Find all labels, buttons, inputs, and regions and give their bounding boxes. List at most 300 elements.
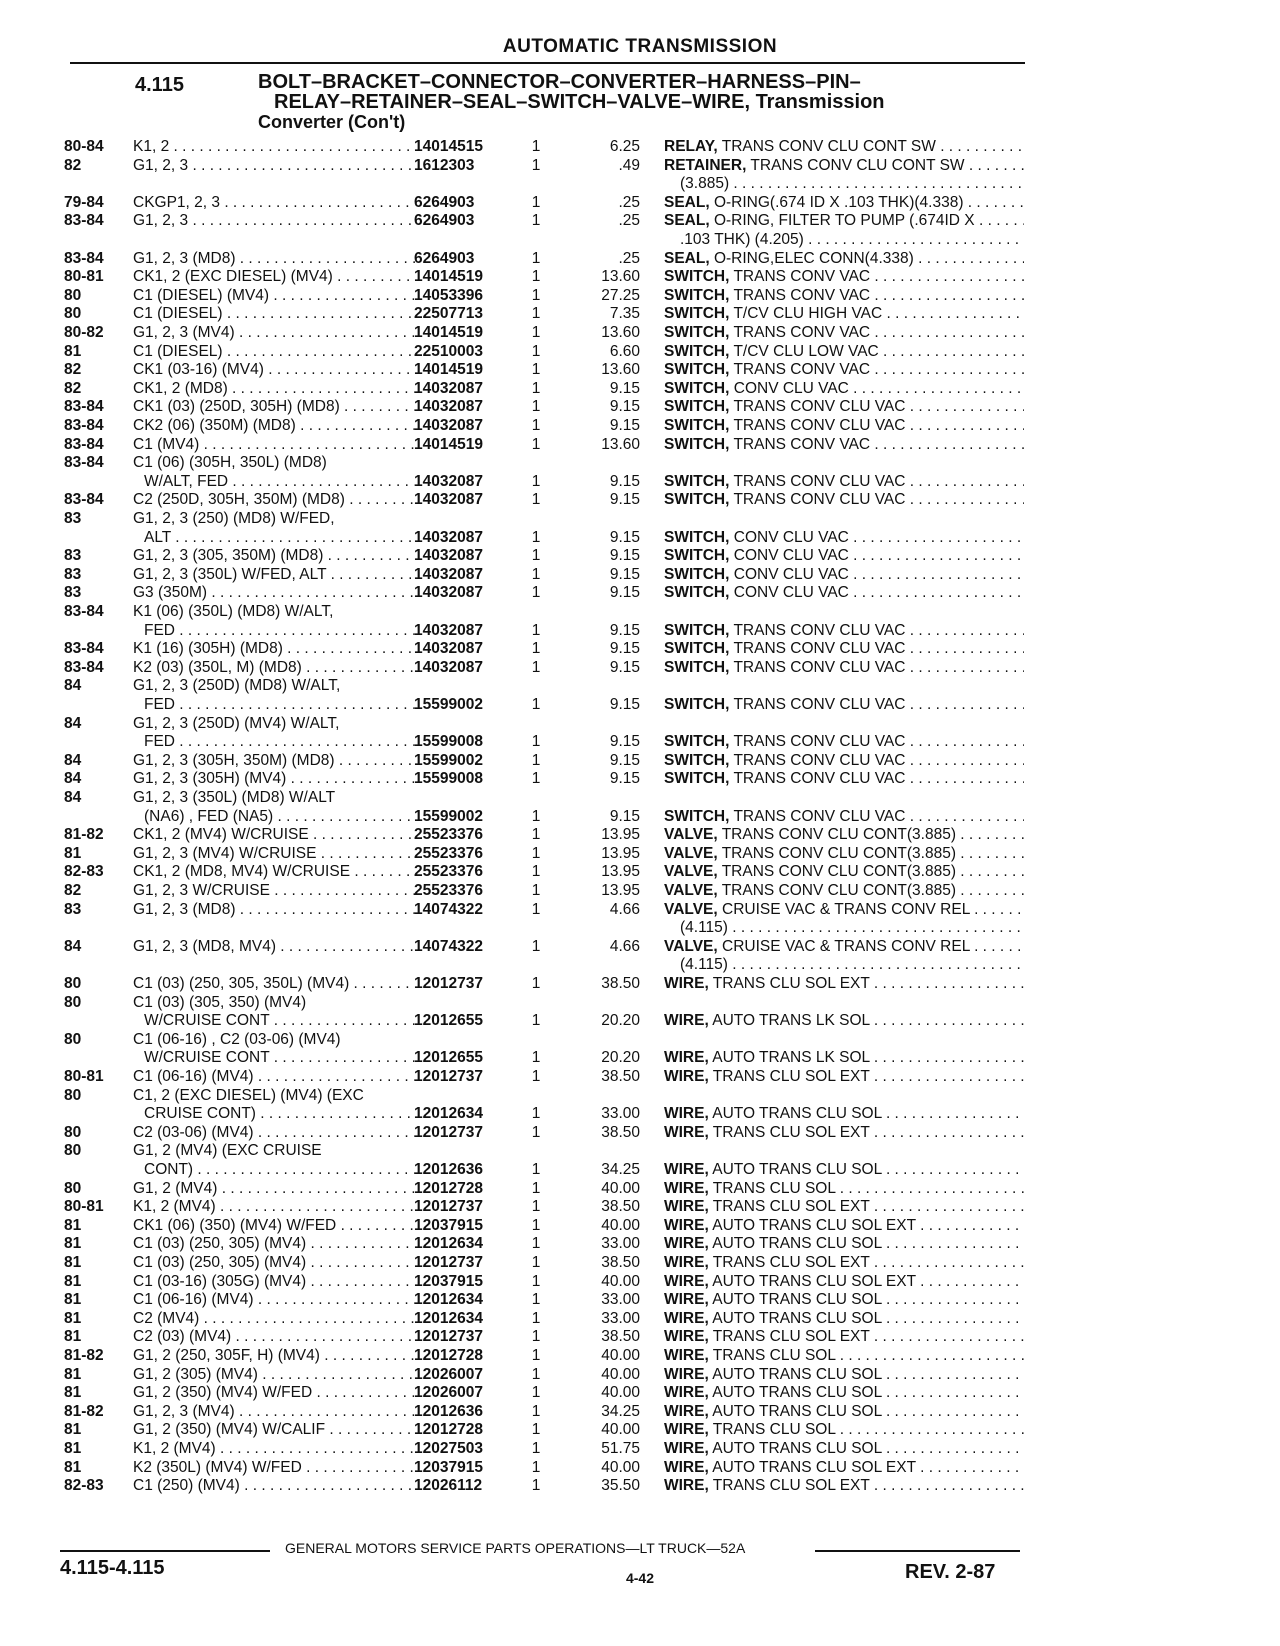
part-name-continuation-row <box>0 956 1280 974</box>
application-desc: CK1 (03-16) (MV4) . . . <box>133 361 415 379</box>
application-desc-cont: W/ALT, FED . . . <box>144 473 415 491</box>
application-desc: G1, 2, 3 (305H, 350M) (MD8) . . . <box>133 752 415 770</box>
quantity: 1 <box>531 1347 541 1364</box>
table-row <box>0 1273 1280 1291</box>
quantity: 1 <box>531 472 541 490</box>
price: 9.15 <box>609 807 640 825</box>
part-noun: SWITCH, <box>664 696 730 713</box>
table-row-continuation <box>0 733 1280 751</box>
part-number: 14032087 <box>414 491 483 509</box>
part-number: 12012636 <box>414 1161 483 1178</box>
part-noun: SWITCH, <box>664 379 730 397</box>
application-desc-cont: FED . . . <box>144 733 415 751</box>
application-desc: G1, 2, 3 (MV4) . . . <box>133 324 415 342</box>
model-year: 82-83 <box>64 1477 104 1495</box>
table-row <box>0 677 1280 695</box>
footer-rule-right-segment <box>815 1550 1020 1552</box>
model-year: 80 <box>64 1179 82 1197</box>
model-year: 81 <box>64 342 82 360</box>
part-noun: SEAL, <box>664 212 710 230</box>
quantity: 1 <box>531 882 541 899</box>
price: 27.25 <box>601 286 640 304</box>
table-row-continuation <box>0 529 1280 547</box>
part-name: SWITCH, TRANS CONV CLU VAC . . . <box>664 752 1024 770</box>
table-row <box>0 1180 1280 1198</box>
application-desc: CK1, 2 (MV4) W/CRUISE . . . <box>133 826 415 844</box>
price: 9.15 <box>609 751 640 769</box>
application-desc: G1, 2, 3 (250D) (MV4) W/ALT, <box>133 714 340 732</box>
quantity: 1 <box>531 435 541 453</box>
part-noun: WIRE, <box>664 1012 709 1030</box>
header-rule <box>70 62 1025 64</box>
table-row <box>0 1235 1280 1253</box>
application-desc: C1 (DIESEL) . . . <box>133 343 415 361</box>
part-number: 14032087 <box>414 547 483 565</box>
part-number: 12012634 <box>414 1309 483 1327</box>
part-name: SWITCH, T/CV CLU LOW VAC . . . <box>664 343 1024 361</box>
part-number: 15599008 <box>414 770 483 788</box>
price: 40.00 <box>601 1347 640 1364</box>
table-row <box>0 640 1280 658</box>
part-name: WIRE, AUTO TRANS CLU SOL . . . <box>664 1384 1024 1402</box>
application-desc-cont: W/CRUISE CONT . . . <box>144 1049 415 1067</box>
table-row <box>0 194 1280 212</box>
part-name: WIRE, TRANS CLU SOL EXT . . . <box>664 1477 1024 1495</box>
part-name: WIRE, AUTO TRANS CLU SOL . . . <box>664 1291 1024 1309</box>
application-desc: C1 (06-16) , C2 (03-06) (MV4) <box>133 1030 341 1048</box>
quantity: 1 <box>531 770 541 788</box>
part-name: RELAY, TRANS CONV CLU CONT SW . . . <box>664 138 1024 156</box>
application-desc: C1 (03) (250, 305) (MV4) . . . <box>133 1235 415 1253</box>
table-row <box>0 1124 1280 1142</box>
model-year: 83-84 <box>64 417 104 434</box>
part-name: RETAINER, TRANS CONV CLU CONT SW . . . <box>664 157 1024 175</box>
part-name: WIRE, TRANS CLU SOL EXT . . . <box>664 1328 1024 1346</box>
price: 4.66 <box>609 900 640 918</box>
part-noun: WIRE, <box>664 1440 709 1457</box>
part-noun: SWITCH, <box>664 361 730 379</box>
application-desc: G3 (350M) . . . <box>133 584 415 602</box>
price: 9.15 <box>609 398 640 416</box>
quantity: 1 <box>531 305 541 323</box>
quantity: 1 <box>531 268 541 286</box>
table-row-continuation <box>0 622 1280 640</box>
part-noun: WIRE, <box>664 1477 709 1495</box>
part-noun: WIRE, <box>664 1235 709 1253</box>
part-noun: WIRE, <box>664 1309 709 1327</box>
quantity: 1 <box>531 826 541 844</box>
price: 9.15 <box>609 491 640 509</box>
price: 9.15 <box>609 621 640 639</box>
price: 20.20 <box>601 1012 640 1030</box>
model-year: 80-81 <box>64 1068 104 1085</box>
application-desc: C1 (03) (250, 305, 350L) (MV4) . . . <box>133 975 415 993</box>
part-number: 12012634 <box>414 1235 483 1253</box>
part-number: 22507713 <box>414 305 483 323</box>
price: 40.00 <box>601 1272 640 1290</box>
quantity: 1 <box>531 193 541 211</box>
price: 9.15 <box>609 640 640 658</box>
application-desc: G1, 2 (MV4) . . . <box>133 1180 415 1198</box>
model-year: 81 <box>64 1291 82 1309</box>
model-year: 80 <box>64 1030 82 1048</box>
part-number: 14032087 <box>414 417 483 434</box>
part-noun: SWITCH, <box>664 342 730 360</box>
quantity: 1 <box>531 1384 541 1402</box>
model-year: 80 <box>64 305 82 323</box>
application-desc: G1, 2, 3 (MD8) . . . <box>133 901 415 919</box>
table-row <box>0 436 1280 454</box>
table-row <box>0 975 1280 993</box>
model-year: 83-84 <box>64 603 104 620</box>
price: 13.95 <box>601 844 640 862</box>
model-year: 83 <box>64 510 82 527</box>
part-name-continuation-row <box>0 175 1280 193</box>
model-year: 84 <box>64 937 82 955</box>
quantity: 1 <box>531 807 541 825</box>
quantity: 1 <box>531 1216 541 1234</box>
quantity: 1 <box>531 212 541 230</box>
table-row-continuation <box>0 696 1280 714</box>
quantity: 1 <box>531 324 541 341</box>
quantity: 1 <box>531 1477 541 1495</box>
quantity: 1 <box>531 1198 541 1216</box>
price: .25 <box>618 193 640 211</box>
table-row <box>0 398 1280 416</box>
quantity: 1 <box>531 1365 541 1383</box>
price: .25 <box>618 212 640 230</box>
quantity: 1 <box>531 1421 541 1439</box>
part-noun: RETAINER, <box>664 156 747 174</box>
part-name: WIRE, AUTO TRANS LK SOL . . . <box>664 1049 1024 1067</box>
application-desc: G1, 2 (350) (MV4) W/CALIF . . . <box>133 1421 415 1439</box>
table-row-continuation <box>0 473 1280 491</box>
price: 40.00 <box>601 1365 640 1383</box>
table-row <box>0 901 1280 919</box>
table-row <box>0 547 1280 565</box>
part-name: SWITCH, CONV CLU VAC . . . <box>664 547 1024 565</box>
footer-publisher: GENERAL MOTORS SERVICE PARTS OPERATIONS—LT TRUCK—52A <box>285 1540 746 1556</box>
quantity: 1 <box>531 286 541 304</box>
part-noun: SWITCH, <box>664 472 730 490</box>
part-number: 14032087 <box>414 472 483 490</box>
price: 9.15 <box>609 733 640 751</box>
quantity: 1 <box>531 1161 541 1178</box>
application-desc: CKGP1, 2, 3 . . . <box>133 194 415 212</box>
part-noun: SWITCH, <box>664 528 730 546</box>
part-noun: WIRE, <box>664 1198 709 1216</box>
table-row <box>0 1477 1280 1495</box>
application-desc-cont: (NA6) , FED (NA5) . . . <box>144 808 415 826</box>
part-name: SWITCH, TRANS CONV CLU VAC . . . <box>664 622 1024 640</box>
part-noun: SWITCH, <box>664 324 730 341</box>
part-noun: SWITCH, <box>664 621 730 639</box>
part-number: 6264903 <box>414 193 475 211</box>
part-number: 12012636 <box>414 1402 483 1420</box>
part-name: WIRE, TRANS CLU SOL EXT . . . <box>664 1198 1024 1216</box>
application-desc: G1, 2, 3 (MV4) . . . <box>133 1403 415 1421</box>
table-row <box>0 1142 1280 1160</box>
part-number: 12026007 <box>414 1365 483 1383</box>
table-row <box>0 454 1280 472</box>
part-name: WIRE, TRANS CLU SOL . . . <box>664 1180 1024 1198</box>
price: 40.00 <box>601 1179 640 1197</box>
part-noun: WIRE, <box>664 1254 709 1271</box>
part-noun: SEAL, <box>664 249 710 267</box>
application-desc: G1, 2, 3 . . . <box>133 212 415 230</box>
table-row <box>0 566 1280 584</box>
part-noun: VALVE, <box>664 826 718 844</box>
price: 9.15 <box>609 379 640 397</box>
part-number: 12012655 <box>414 1012 483 1030</box>
price: 9.15 <box>609 547 640 565</box>
table-row <box>0 659 1280 677</box>
part-number: 14074322 <box>414 937 483 955</box>
application-desc-cont: ALT . . . <box>144 529 415 547</box>
quantity: 1 <box>531 1179 541 1197</box>
part-name: SWITCH, TRANS CONV CLU VAC . . . <box>664 808 1024 826</box>
price: 13.60 <box>601 324 640 341</box>
part-name: SWITCH, CONV CLU VAC . . . <box>664 529 1024 547</box>
quantity: 1 <box>531 1012 541 1030</box>
part-noun: WIRE, <box>664 1216 709 1234</box>
price: 9.15 <box>609 770 640 788</box>
quantity: 1 <box>531 565 541 583</box>
quantity: 1 <box>531 1105 541 1123</box>
part-name: WIRE, AUTO TRANS CLU SOL EXT . . . <box>664 1273 1024 1291</box>
quantity: 1 <box>531 528 541 546</box>
price: 40.00 <box>601 1458 640 1476</box>
part-number: 12037915 <box>414 1216 483 1234</box>
price: 9.15 <box>609 696 640 713</box>
part-name: SWITCH, TRANS CONV CLU VAC . . . <box>664 491 1024 509</box>
part-noun: SWITCH, <box>664 547 730 565</box>
model-year: 81 <box>64 1254 82 1271</box>
table-row <box>0 1403 1280 1421</box>
model-year: 84 <box>64 770 82 788</box>
application-desc: C1 (06-16) (MV4) . . . <box>133 1068 415 1086</box>
quantity: 1 <box>531 1402 541 1420</box>
part-number: 12012737 <box>414 1123 483 1141</box>
quantity: 1 <box>531 1254 541 1271</box>
part-number: 14032087 <box>414 398 483 416</box>
table-row-continuation <box>0 1012 1280 1030</box>
table-row <box>0 510 1280 528</box>
part-name: SWITCH, TRANS CONV CLU VAC . . . <box>664 770 1024 788</box>
part-noun: WIRE, <box>664 1421 709 1439</box>
part-number: 14014519 <box>414 324 483 341</box>
part-number: 12027503 <box>414 1440 483 1457</box>
footer-page-number: 4-42 <box>625 1570 655 1586</box>
application-desc: C2 (03) (MV4) . . . <box>133 1328 415 1346</box>
application-desc: C1 (250) (MV4) . . . <box>133 1477 415 1495</box>
footer-revision: REV. 2-87 <box>905 1561 996 1583</box>
application-desc: CK1, 2 (MD8, MV4) W/CRUISE . . . <box>133 863 415 881</box>
table-row <box>0 417 1280 435</box>
price: 9.15 <box>609 565 640 583</box>
table-row <box>0 138 1280 156</box>
part-noun: WIRE, <box>664 1402 709 1420</box>
model-year: 82 <box>64 361 82 379</box>
part-number: 12037915 <box>414 1272 483 1290</box>
quantity: 1 <box>531 547 541 565</box>
part-name: WIRE, AUTO TRANS CLU SOL . . . <box>664 1235 1024 1253</box>
part-noun: SWITCH, <box>664 733 730 751</box>
application-desc-cont: CRUISE CONT) . . . <box>144 1105 415 1123</box>
part-name: SWITCH, TRANS CONV VAC . . . <box>664 268 1024 286</box>
price: 13.60 <box>601 361 640 379</box>
group-title-line3: Converter (Con't) <box>258 112 406 132</box>
part-number: 14014515 <box>414 138 483 155</box>
part-name: WIRE, AUTO TRANS CLU SOL . . . <box>664 1403 1024 1421</box>
part-name: SWITCH, TRANS CONV VAC . . . <box>664 436 1024 454</box>
table-row-continuation <box>0 1105 1280 1123</box>
price: 13.95 <box>601 826 640 844</box>
part-name-cont: .103 THK) (4.205) . . . <box>680 231 1024 249</box>
part-noun: VALVE, <box>664 882 718 899</box>
part-name: SWITCH, CONV CLU VAC . . . <box>664 380 1024 398</box>
section-heading: AUTOMATIC TRANSMISSION <box>502 36 778 57</box>
table-row <box>0 491 1280 509</box>
quantity: 1 <box>531 1309 541 1327</box>
part-number: 1612303 <box>414 156 475 174</box>
application-desc: G1, 2 (305) (MV4) . . . <box>133 1366 415 1384</box>
table-row <box>0 938 1280 956</box>
part-number: 12012728 <box>414 1347 483 1364</box>
part-noun: SWITCH, <box>664 584 730 602</box>
table-row <box>0 1068 1280 1086</box>
quantity: 1 <box>531 863 541 881</box>
group-title <box>258 72 885 132</box>
part-name: SWITCH, TRANS CONV CLU VAC . . . <box>664 473 1024 491</box>
part-number: 14074322 <box>414 900 483 918</box>
quantity: 1 <box>531 900 541 918</box>
table-row <box>0 1421 1280 1439</box>
part-number: 6264903 <box>414 249 475 267</box>
part-name: SWITCH, TRANS CONV CLU VAC . . . <box>664 733 1024 751</box>
table-row <box>0 1366 1280 1384</box>
part-name: SEAL, O-RING,ELEC CONN(4.338) . . . <box>664 250 1024 268</box>
application-desc: G1, 2 (250, 305F, H) (MV4) . . . <box>133 1347 415 1365</box>
application-desc-cont: W/CRUISE CONT . . . <box>144 1012 415 1030</box>
part-noun: WIRE, <box>664 1161 709 1178</box>
table-row <box>0 1440 1280 1458</box>
table-row <box>0 250 1280 268</box>
price: 13.60 <box>601 435 640 453</box>
quantity: 1 <box>531 751 541 769</box>
part-number: 12012737 <box>414 1068 483 1085</box>
part-noun: SWITCH, <box>664 286 730 304</box>
part-noun: WIRE, <box>664 1068 709 1085</box>
part-number: 15599002 <box>414 696 483 713</box>
application-desc: K1, 2 . . . <box>133 138 415 156</box>
model-year: 79-84 <box>64 193 104 211</box>
application-desc: CK1, 2 (EXC DIESEL) (MV4) . . . <box>133 268 415 286</box>
model-year: 81-82 <box>64 1347 104 1364</box>
application-desc: K2 (03) (350L, M) (MD8) . . . <box>133 659 415 677</box>
model-year: 80-81 <box>64 1198 104 1216</box>
footer-rule-left-segment <box>60 1550 270 1552</box>
model-year: 80-82 <box>64 324 104 341</box>
part-number: 25523376 <box>414 844 483 862</box>
part-number: 25523376 <box>414 882 483 899</box>
application-desc: G1, 2 (MV4) (EXC CRUISE <box>133 1142 322 1160</box>
part-name: WIRE, TRANS CLU SOL EXT . . . <box>664 1124 1024 1142</box>
quantity: 1 <box>531 398 541 416</box>
part-noun: SWITCH, <box>664 640 730 658</box>
quantity: 1 <box>531 491 541 509</box>
quantity: 1 <box>531 1123 541 1141</box>
application-desc: G1, 2, 3 (350L) (MD8) W/ALT <box>133 789 336 806</box>
application-desc: C1 (DIESEL) . . . <box>133 305 415 323</box>
model-year: 81 <box>64 844 82 862</box>
model-year: 81 <box>64 1272 82 1290</box>
price: 9.15 <box>609 584 640 602</box>
model-year: 81 <box>64 1458 82 1476</box>
part-noun: WIRE, <box>664 1049 709 1067</box>
price: 4.66 <box>609 937 640 955</box>
part-name: WIRE, TRANS CLU SOL EXT . . . <box>664 1068 1024 1086</box>
quantity: 1 <box>531 249 541 267</box>
application-desc-cont: CONT) . . . <box>144 1161 415 1179</box>
price: 38.50 <box>601 1068 640 1085</box>
part-number: 12012728 <box>414 1421 483 1439</box>
price: 9.15 <box>609 658 640 676</box>
model-year: 83 <box>64 900 82 918</box>
price: 34.25 <box>601 1161 640 1178</box>
quantity: 1 <box>531 1235 541 1253</box>
application-desc-cont: FED . . . <box>144 696 415 714</box>
model-year: 81 <box>64 1440 82 1457</box>
table-row <box>0 770 1280 788</box>
model-year: 83-84 <box>64 435 104 453</box>
model-year: 83-84 <box>64 640 104 658</box>
application-desc: G1, 2, 3 (MV4) W/CRUISE . . . <box>133 845 415 863</box>
price: .49 <box>618 156 640 174</box>
table-row <box>0 343 1280 361</box>
quantity: 1 <box>531 696 541 713</box>
part-noun: WIRE, <box>664 1384 709 1402</box>
part-number: 6264903 <box>414 212 475 230</box>
table-row-continuation <box>0 808 1280 826</box>
model-year: 84 <box>64 789 82 806</box>
part-name: SWITCH, T/CV CLU HIGH VAC . . . <box>664 305 1024 323</box>
part-noun: RELAY, <box>664 138 718 155</box>
application-desc: CK1 (03) (250D, 305H) (MD8) . . . <box>133 398 415 416</box>
part-number: 12012655 <box>414 1049 483 1067</box>
model-year: 81 <box>64 1235 82 1253</box>
part-noun: WIRE, <box>664 1328 709 1346</box>
application-desc: CK2 (06) (350M) (MD8) . . . <box>133 417 415 435</box>
table-row <box>0 305 1280 323</box>
part-number: 12012728 <box>414 1179 483 1197</box>
part-noun: WIRE, <box>664 1458 709 1476</box>
table-row <box>0 826 1280 844</box>
part-name: WIRE, AUTO TRANS CLU SOL . . . <box>664 1105 1024 1123</box>
table-row <box>0 845 1280 863</box>
table-row <box>0 1217 1280 1235</box>
price: 13.95 <box>601 863 640 881</box>
part-name: SWITCH, TRANS CONV CLU VAC . . . <box>664 659 1024 677</box>
part-name: SWITCH, TRANS CONV VAC . . . <box>664 287 1024 305</box>
model-year: 81 <box>64 1421 82 1439</box>
part-name: VALVE, TRANS CONV CLU CONT(3.885) . . . <box>664 845 1024 863</box>
part-name-cont: (4.115) . . . <box>680 919 1024 937</box>
part-name: WIRE, AUTO TRANS CLU SOL . . . <box>664 1161 1024 1179</box>
model-year: 80-81 <box>64 268 104 286</box>
part-name: WIRE, TRANS CLU SOL . . . <box>664 1347 1024 1365</box>
model-year: 84 <box>64 714 82 732</box>
